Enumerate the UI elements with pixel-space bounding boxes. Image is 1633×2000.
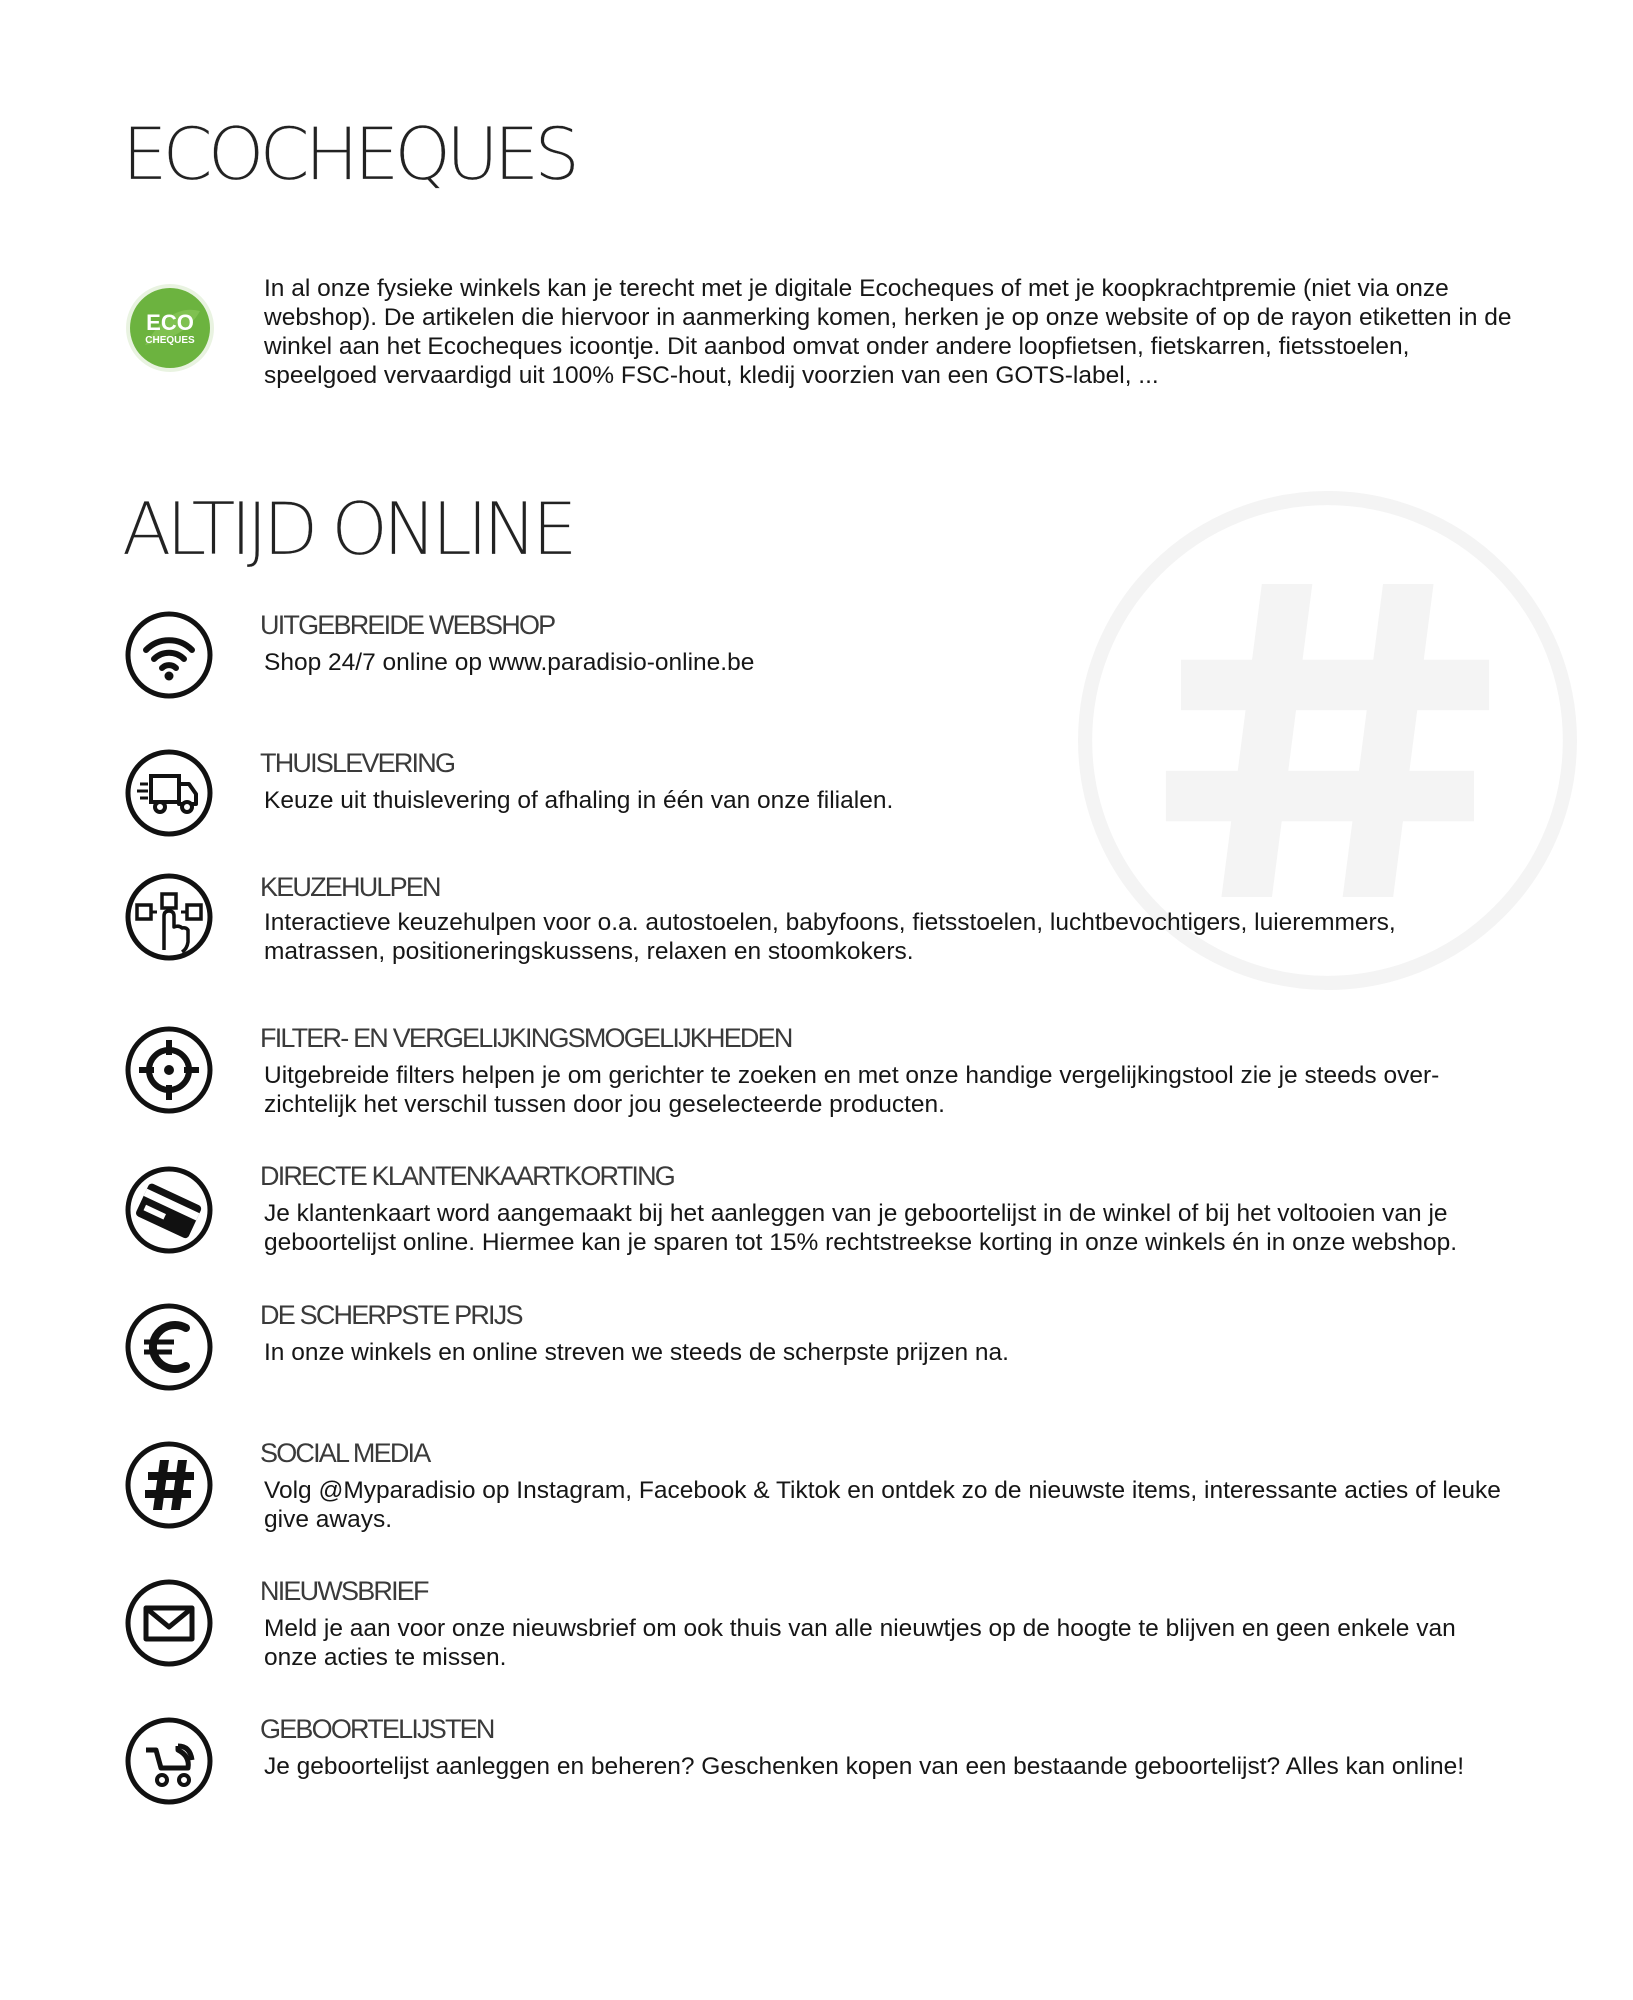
feature-title: DE SCHERPSTE PRIJS bbox=[260, 1300, 522, 1330]
feature-desc: Volg @Myparadisio op Instagram, Facebook & Tiktok en ontdek zo de nieuwste items, interessante acties of leuke give aways. bbox=[264, 1477, 1501, 1533]
target-icon bbox=[124, 1025, 214, 1115]
wifi-icon bbox=[124, 610, 214, 700]
online-title: ALTIJD ONLINE bbox=[122, 487, 573, 571]
feature-title: FILTER- EN VERGELIJKINGSMOGELIJKHEDEN bbox=[260, 1023, 792, 1053]
feature-title: NIEUWSBRIEF bbox=[260, 1576, 428, 1606]
feature-title: DIRECTE KLANTENKAARTKORTING bbox=[260, 1161, 674, 1191]
ecocheques-text: In al onze fysieke winkels kan je terecht met je digitale Ecocheques of met je koopkrachtpremie (niet via onze webshop). De artikelen die hiervoor in aanmerking komen, herken je op onze website of op de rayon etiketten in de winkel aan het Ecocheques icoontje. Dit aanbod omvat onder andere loopfietsen, fietskarren, fietsstoelen, speelgoed vervaardigd uit 100% FSC-hout, kledij voorzien van een GOTS-label, ... bbox=[264, 275, 1512, 389]
feature-title: KEUZEHULPEN bbox=[260, 872, 440, 902]
feature-title: THUISLEVERING bbox=[260, 748, 455, 778]
feature-title: GEBOORTELIJSTEN bbox=[260, 1714, 494, 1744]
hashtag-icon bbox=[124, 1440, 214, 1530]
feature-desc: Interactieve keuzehulpen voor o.a. autostoelen, babyfoons, fietsstoelen, luchtbevochtigers, luieremmers, matrassen, positioneringskussens, relaxen en stoomkokers. bbox=[264, 909, 1396, 965]
euro-icon bbox=[124, 1302, 214, 1392]
envelope-icon bbox=[124, 1578, 214, 1668]
credit-card-icon bbox=[124, 1165, 214, 1255]
feature-title: UITGEBREIDE WEBSHOP bbox=[260, 610, 555, 640]
feature-desc: Je geboortelijst aanleggen en beheren? Geschenken kopen van een bestaande geboortelijst? Alles kan online! bbox=[264, 1753, 1465, 1780]
feature-desc: Uitgebreide filters helpen je om gerichter te zoeken en met onze handige vergelijkingstool zie je steeds over-zichtelijk het verschil tussen door jou geselecteerde producten. bbox=[264, 1062, 1440, 1118]
feature-desc: Shop 24/7 online op www.paradisio-online.be bbox=[264, 649, 755, 676]
ecocheques-title: ECOCHEQUES bbox=[122, 112, 575, 196]
feature-desc: Keuze uit thuislevering of afhaling in één van onze filialen. bbox=[264, 787, 894, 814]
delivery-truck-icon bbox=[124, 748, 214, 838]
eco-logo-line1: ECO bbox=[146, 310, 194, 335]
feature-desc: Meld je aan voor onze nieuwsbrief om ook thuis van alle nieuwtjes op de hoogte te blijven en geen enkele van onze acties te missen. bbox=[264, 1615, 1456, 1671]
stroller-icon bbox=[124, 1716, 214, 1806]
eco-logo-line2: CHEQUES bbox=[145, 335, 195, 346]
feature-desc: Je klantenkaart word aangemaakt bij het aanleggen van je geboortelijst in de winkel of bij het voltooien van je geboortelijst online. Hiermee kan je sparen tot 15% rechtstreekse korting in onze winkels én in onze webshop. bbox=[264, 1200, 1457, 1256]
touch-choice-icon bbox=[124, 872, 214, 962]
feature-title: SOCIAL MEDIA bbox=[260, 1438, 430, 1468]
feature-desc: In onze winkels en online streven we steeds de scherpste prijzen na. bbox=[264, 1339, 1009, 1366]
ecocheques-logo bbox=[125, 283, 215, 373]
